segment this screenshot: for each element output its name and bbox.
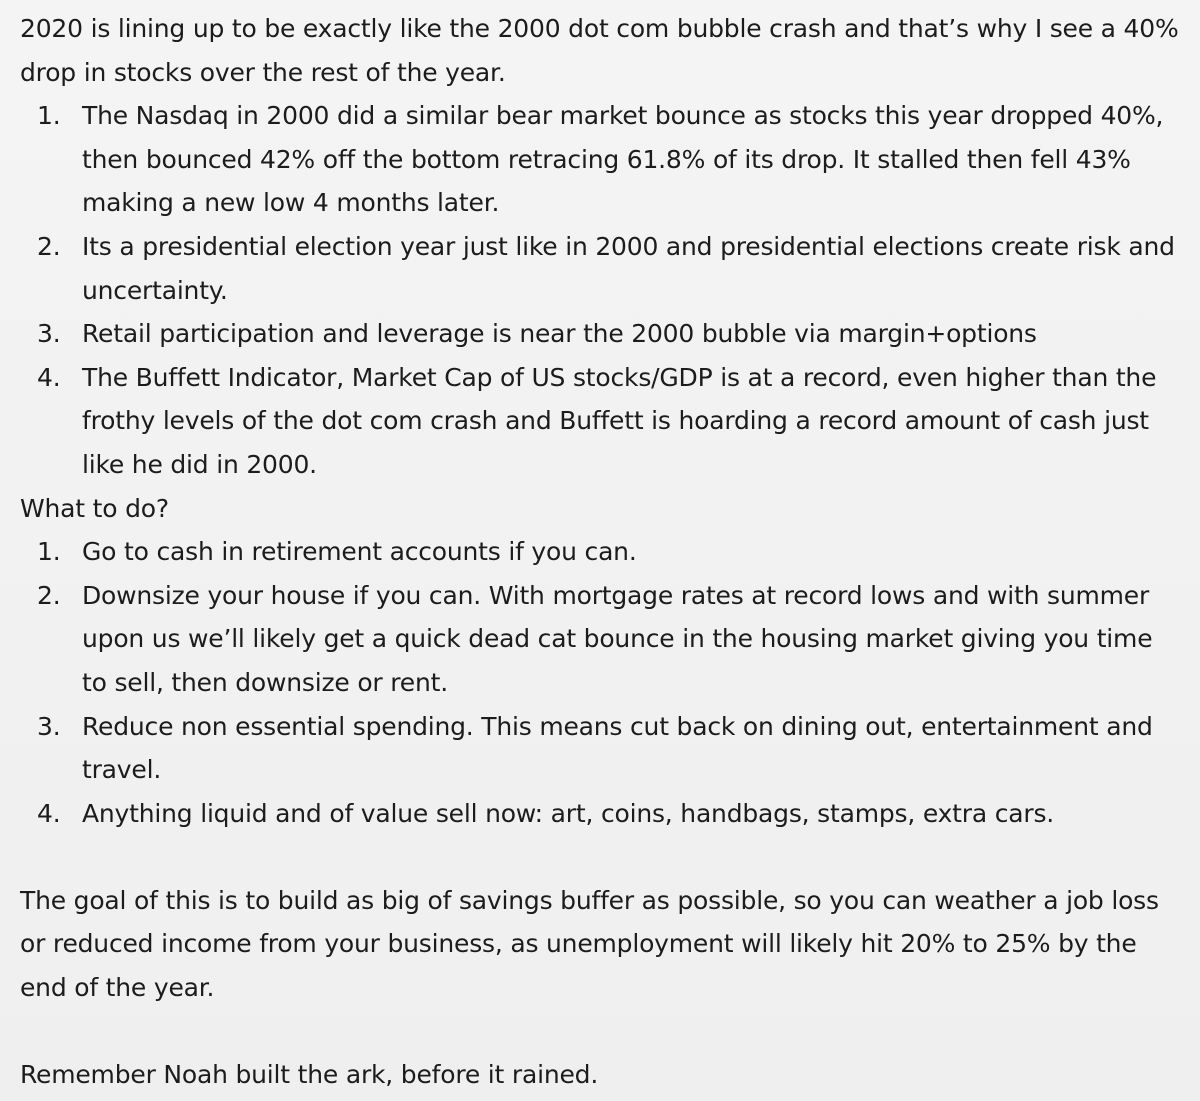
list-item xyxy=(20,312,1184,356)
list-text: The Nasdaq in 2000 did a similar bear market bounce as stocks this year dropped 40%, then bounced 42% off the bottom retracing 61.8% of its drop. It stalled then fell 43% making a new low 4 months later. xyxy=(82,101,1164,218)
list-number: 3. xyxy=(37,319,61,349)
list-item xyxy=(20,530,1184,574)
list-text: Go to cash in retirement accounts if you can. xyxy=(82,537,637,567)
list-item xyxy=(20,356,1184,487)
list-number: 4. xyxy=(37,798,61,828)
list-item xyxy=(20,225,1184,312)
list-number: 1. xyxy=(37,537,61,567)
list-item xyxy=(20,705,1184,792)
list-text: The Buffett Indicator, Market Cap of US stocks/GDP is at a record, even higher than the frothy levels of the dot com crash and Buffett is hoarding a record amount of cash just like he did in 2000. xyxy=(82,362,1157,479)
list-text: Its a presidential election year just like in 2000 and presidential elections create risk and uncertainty. xyxy=(82,231,1175,305)
what-to-do-heading: What to do? xyxy=(20,493,169,523)
list-text: Anything liquid and of value sell now: art, coins, handbags, stamps, extra cars. xyxy=(82,798,1055,828)
actions-list xyxy=(20,530,1184,835)
list-item xyxy=(20,94,1184,225)
goal-paragraph: The goal of this is to build as big of savings buffer as possible, so you can weather a job loss or reduced income from your business, as unemployment will likely hit 20% to 25% by the end of the year. xyxy=(20,885,1159,1003)
list-item xyxy=(20,574,1184,705)
list-number: 2. xyxy=(37,580,61,610)
closing-line: Remember Noah built the ark, before it rained. xyxy=(20,1060,599,1090)
intro-paragraph: 2020 is lining up to be exactly like the 2000 dot com bubble crash and that’s why I see a 40% drop in stocks over the rest of the year. xyxy=(20,14,1179,87)
blank-line xyxy=(20,1010,1184,1054)
blank-line xyxy=(20,835,1184,879)
list-number: 3. xyxy=(37,711,61,741)
list-item xyxy=(20,792,1184,836)
list-number: 4. xyxy=(37,362,61,392)
list-text: Reduce non essential spending. This means cut back on dining out, entertainment and travel. xyxy=(82,711,1153,785)
list-text: Retail participation and leverage is near the 2000 bubble via margin+options xyxy=(82,319,1037,349)
list-number: 2. xyxy=(37,231,61,261)
list-number: 1. xyxy=(37,101,61,131)
reasons-list xyxy=(20,94,1184,486)
list-text: Downsize your house if you can. With mortgage rates at record lows and with summer upon us we’ll likely get a quick dead cat bounce in the housing market giving you time to sell, then downsize or rent. xyxy=(82,580,1153,697)
